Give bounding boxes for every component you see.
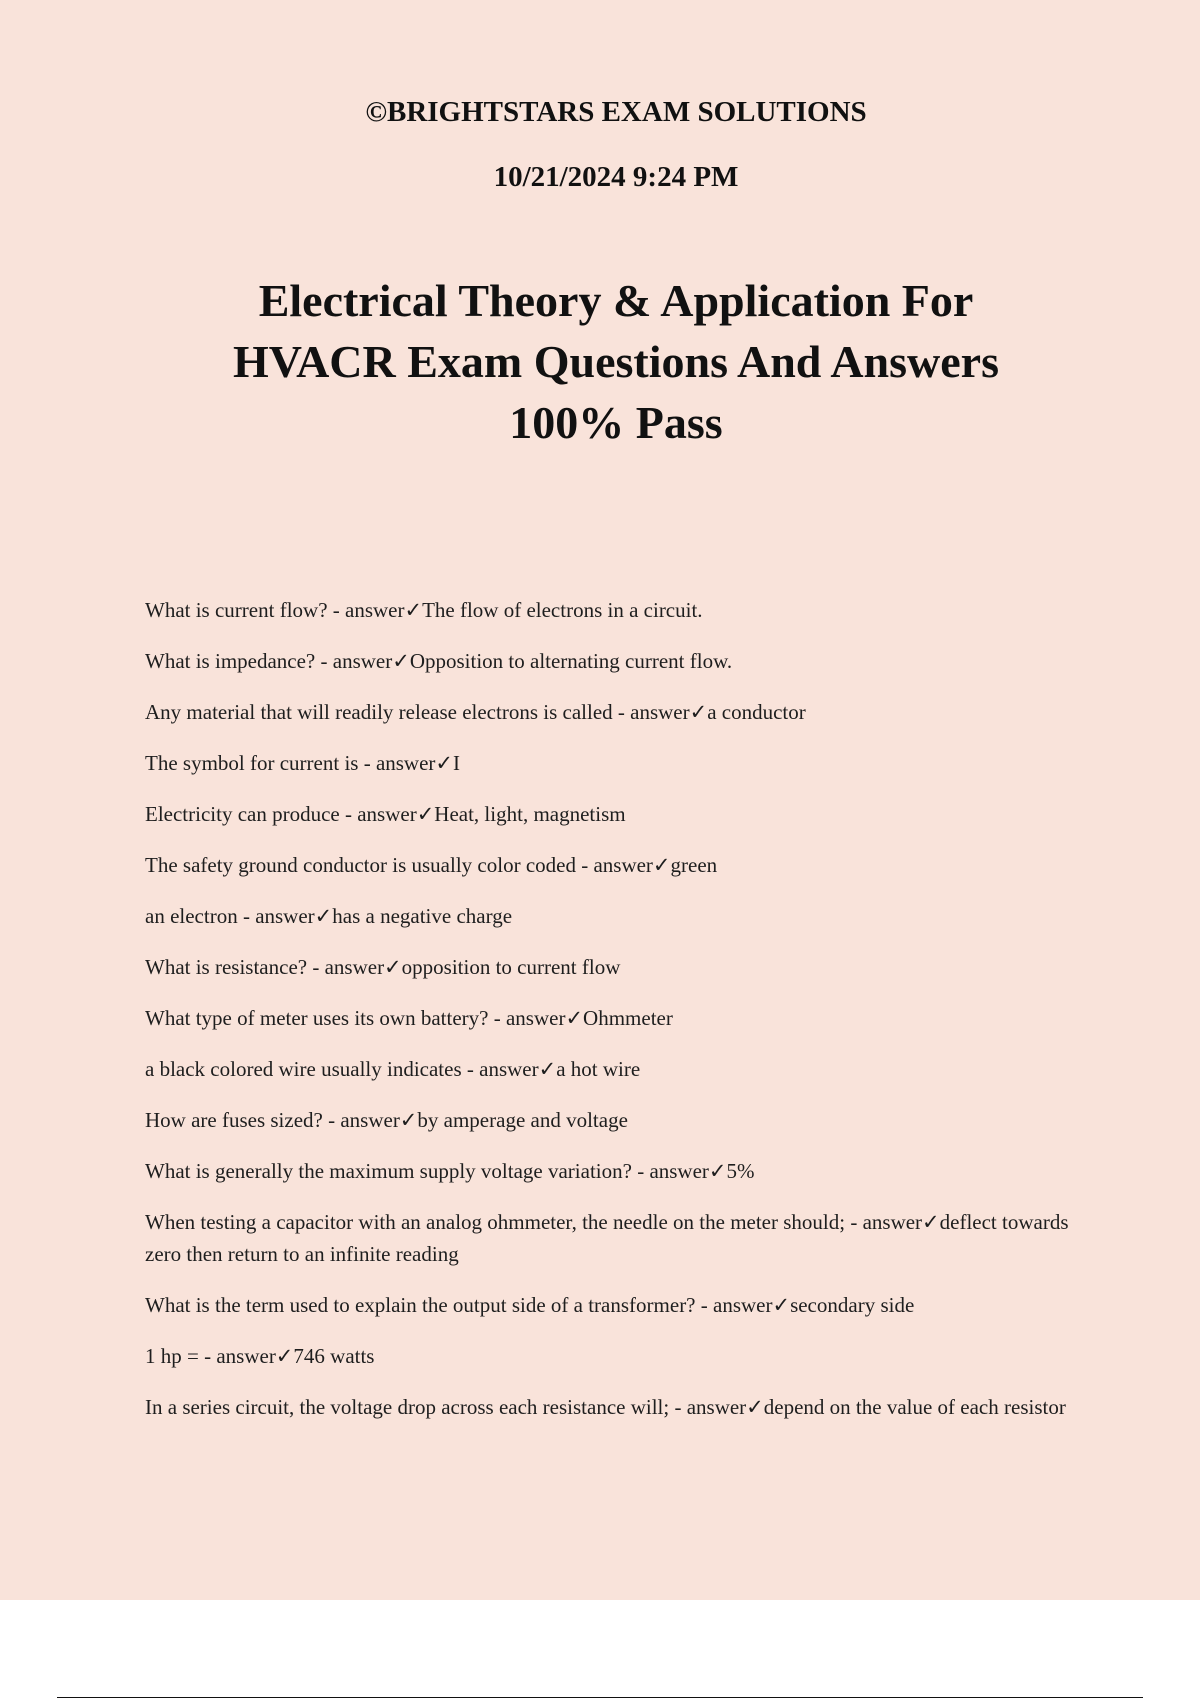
qa-item: How are fuses sized? - answer✓by amperage and voltage [145,1108,628,1132]
qa-item: What is generally the maximum supply voltage variation? - answer✓5% [145,1159,755,1183]
qa-item: What is resistance? - answer✓opposition to current flow [145,955,621,979]
qa-item: What is the term used to explain the output side of a transformer? - answer✓secondary side [145,1293,915,1317]
qa-item: 1 hp = - answer✓746 watts [145,1344,375,1368]
qa-item: Any material that will readily release electrons is called - answer✓a conductor [145,700,806,724]
brand-header: ©BRIGHTSTARS EXAM SOLUTIONS [365,96,867,128]
footer-rule [57,1697,1143,1698]
qa-item: an electron - answer✓has a negative charge [145,904,513,928]
qa-item: What type of meter uses its own battery? - answer✓Ohmmeter [145,1006,673,1030]
qa-item: The safety ground conductor is usually color coded - answer✓green [145,853,718,877]
qa-item: What is impedance? - answer✓Opposition to alternating current flow. [145,649,733,673]
qa-item: Electricity can produce - answer✓Heat, light, magnetism [145,802,626,826]
qa-item: In a series circuit, the voltage drop across each resistance will; - answer✓depend on the value of each resistor [145,1395,1066,1419]
qa-item: a black colored wire usually indicates - answer✓a hot wire [145,1057,641,1081]
qa-item: What is current flow? - answer✓The flow of electrons in a circuit. [145,598,703,622]
document-title [0,270,1200,453]
qa-item: The symbol for current is - answer✓I [145,751,460,775]
title-line-3: 100% Pass [509,397,723,448]
qa-list [145,594,1095,1442]
qa-item: When testing a capacitor with an analog ohmmeter, the needle on the meter should; - answer✓deflect towards zero then return to an infinite reading [145,1210,1069,1266]
title-line-1: Electrical Theory & Application For [258,275,974,326]
timestamp: 10/21/2024 9:24 PM [493,161,739,193]
title-line-2: HVACR Exam Questions And Answers [233,336,999,387]
